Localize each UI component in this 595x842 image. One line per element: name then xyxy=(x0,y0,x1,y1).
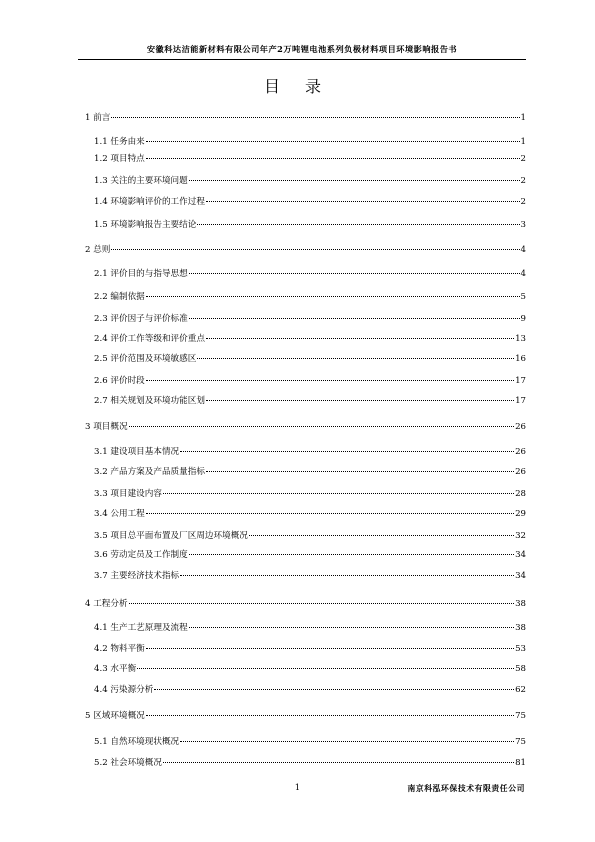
toc-entry-label: 5 区域环境概况 xyxy=(85,711,145,721)
toc-entry-label: 2.2 编制依据 xyxy=(94,292,145,302)
toc-dot-leader xyxy=(206,201,520,202)
toc-section-entry[interactable] xyxy=(94,466,526,478)
toc-entry-label: 5.2 社会环境概况 xyxy=(94,758,162,768)
toc-chapter-entry[interactable] xyxy=(85,710,526,722)
toc-dot-leader xyxy=(146,648,514,649)
toc-entry-label: 1.3 关注的主要环境问题 xyxy=(94,176,188,186)
toc-entry-page: 58 xyxy=(515,664,526,674)
toc-dot-leader xyxy=(146,715,514,716)
toc-dot-leader xyxy=(189,554,514,555)
toc-entry-label: 1.4 环境影响评价的工作过程 xyxy=(94,197,205,207)
toc-entry-page: 26 xyxy=(515,422,526,432)
toc-dot-leader xyxy=(111,249,519,250)
toc-section-entry[interactable] xyxy=(94,333,526,345)
toc-entry-label: 2.5 评价范围及环境敏感区 xyxy=(94,354,197,364)
toc-section-entry[interactable] xyxy=(94,446,526,458)
toc-section-entry[interactable] xyxy=(94,757,526,769)
toc-dot-leader xyxy=(146,513,514,514)
toc-entry-page: 2 xyxy=(520,176,526,186)
toc-dot-leader xyxy=(146,158,520,159)
toc-section-entry[interactable] xyxy=(94,153,526,165)
toc-entry-page: 16 xyxy=(515,354,526,364)
toc-dot-leader xyxy=(180,451,514,452)
toc-entry-page: 26 xyxy=(515,447,526,457)
toc-section-entry[interactable] xyxy=(94,488,526,500)
toc-section-entry[interactable] xyxy=(94,530,526,542)
toc-entry-page: 62 xyxy=(515,685,526,695)
toc-entry-label: 3.5 项目总平面布置及厂区周边环境概况 xyxy=(94,531,248,541)
toc-dot-leader xyxy=(154,689,514,690)
toc-section-entry[interactable] xyxy=(94,622,526,634)
toc-dot-leader xyxy=(197,224,519,225)
toc-entry-page: 34 xyxy=(515,550,526,560)
toc-dot-leader xyxy=(146,380,514,381)
toc-entry-page: 13 xyxy=(515,334,526,344)
toc-entry-page: 4 xyxy=(520,245,526,255)
toc-entry-page: 2 xyxy=(520,197,526,207)
toc-entry-label: 2.1 评价目的与指导思想 xyxy=(94,269,188,279)
toc-entry-page: 9 xyxy=(520,314,526,324)
page-header: 安徽科达洁能新材料有限公司年产2万吨锂电池系列负极材料项目环境影响报告书 xyxy=(146,44,458,54)
toc-section-entry[interactable] xyxy=(94,219,526,231)
toc-entry-label: 1.5 环境影响报告主要结论 xyxy=(94,220,197,230)
toc-dot-leader xyxy=(180,575,514,576)
toc-entry-label: 3.7 主要经济技术指标 xyxy=(94,571,180,581)
toc-entry-label: 1.1 任务由来 xyxy=(94,137,145,147)
toc-entry-page: 3 xyxy=(520,220,526,230)
toc-section-entry[interactable] xyxy=(94,196,526,208)
toc-dot-leader xyxy=(137,668,514,669)
toc-entry-label: 2.4 评价工作等级和评价重点 xyxy=(94,334,205,344)
toc-entry-label: 5.1 自然环境现状概况 xyxy=(94,737,180,747)
toc-entry-page: 81 xyxy=(515,758,526,768)
toc-chapter-entry[interactable] xyxy=(85,244,526,256)
toc-dot-leader xyxy=(197,358,514,359)
toc-entry-label: 4 工程分析 xyxy=(85,599,128,609)
footer-organization: 南京科泓环保技术有限责任公司 xyxy=(407,784,525,793)
toc-entry-page: 29 xyxy=(515,509,526,519)
toc-dot-leader xyxy=(189,627,514,628)
toc-section-entry[interactable] xyxy=(94,175,526,187)
toc-entry-page: 34 xyxy=(515,571,526,581)
toc-entry-label: 2.7 相关规划及环境功能区划 xyxy=(94,396,205,406)
toc-chapter-entry[interactable] xyxy=(85,598,526,610)
footer-page-number: 1 xyxy=(294,783,301,793)
toc-section-entry[interactable] xyxy=(94,684,526,696)
toc-dot-leader xyxy=(206,471,514,472)
toc-entry-label: 2.3 评价因子与评价标准 xyxy=(94,314,188,324)
toc-entry-label: 3.4 公用工程 xyxy=(94,509,145,519)
toc-entry-page: 4 xyxy=(520,269,526,279)
toc-dot-leader xyxy=(146,296,520,297)
toc-entry-label: 4.1 生产工艺原理及流程 xyxy=(94,623,188,633)
toc-entry-label: 1 前言 xyxy=(85,113,111,123)
toc-dot-leader xyxy=(129,603,514,604)
toc-section-entry[interactable] xyxy=(94,643,526,655)
toc-entry-label: 3.2 产品方案及产品质量指标 xyxy=(94,467,205,477)
toc-section-entry[interactable] xyxy=(94,353,526,365)
toc-title: 目 录 xyxy=(263,77,332,96)
toc-entry-page: 53 xyxy=(515,644,526,654)
toc-entry-label: 2 总则 xyxy=(85,245,111,255)
toc-entry-label: 3 项目概况 xyxy=(85,422,128,432)
toc-section-entry[interactable] xyxy=(94,375,526,387)
toc-entry-label: 3.3 项目建设内容 xyxy=(94,489,162,499)
toc-dot-leader xyxy=(146,141,520,142)
toc-entry-page: 38 xyxy=(515,623,526,633)
toc-entry-page: 75 xyxy=(515,711,526,721)
toc-entry-page: 17 xyxy=(515,396,526,406)
toc-entry-label: 4.3 水平衡 xyxy=(94,664,137,674)
toc-section-entry[interactable] xyxy=(94,663,526,675)
toc-dot-leader xyxy=(206,400,514,401)
toc-entry-page: 28 xyxy=(515,489,526,499)
toc-entry-page: 32 xyxy=(515,531,526,541)
toc-section-entry[interactable] xyxy=(94,570,526,582)
toc-entry-page: 2 xyxy=(520,154,526,164)
toc-entry-label: 3.6 劳动定员及工作制度 xyxy=(94,550,188,560)
toc-section-entry[interactable] xyxy=(94,313,526,325)
toc-section-entry[interactable] xyxy=(94,268,526,280)
toc-entry-page: 1 xyxy=(520,113,526,123)
toc-dot-leader xyxy=(189,180,520,181)
toc-entry-label: 2.6 评价时段 xyxy=(94,376,145,386)
toc-entry-page: 38 xyxy=(515,599,526,609)
toc-entry-page: 75 xyxy=(515,737,526,747)
toc-dot-leader xyxy=(163,762,514,763)
toc-dot-leader xyxy=(189,273,520,274)
toc-dot-leader xyxy=(129,426,514,427)
toc-section-entry[interactable] xyxy=(94,736,526,748)
toc-entry-page: 5 xyxy=(520,292,526,302)
toc-entry-page: 26 xyxy=(515,467,526,477)
toc-entry-label: 1.2 项目特点 xyxy=(94,154,145,164)
toc-entry-page: 1 xyxy=(520,137,526,147)
toc-entry-label: 3.1 建设项目基本情况 xyxy=(94,447,180,457)
toc-chapter-entry[interactable] xyxy=(85,421,526,433)
toc-entry-label: 4.2 物料平衡 xyxy=(94,644,145,654)
toc-chapter-entry[interactable] xyxy=(85,112,526,124)
toc-dot-leader xyxy=(206,338,514,339)
toc-dot-leader xyxy=(111,117,519,118)
toc-section-entry[interactable] xyxy=(94,395,526,407)
toc-section-entry[interactable] xyxy=(94,549,526,561)
toc-dot-leader xyxy=(249,535,514,536)
toc-section-entry[interactable] xyxy=(94,508,526,520)
toc-dot-leader xyxy=(163,493,514,494)
toc-dot-leader xyxy=(180,741,514,742)
toc-dot-leader xyxy=(189,318,520,319)
toc-section-entry[interactable] xyxy=(94,291,526,303)
toc-entry-label: 4.4 污染源分析 xyxy=(94,685,154,695)
toc-entry-page: 17 xyxy=(515,376,526,386)
toc-section-entry[interactable] xyxy=(94,136,526,148)
